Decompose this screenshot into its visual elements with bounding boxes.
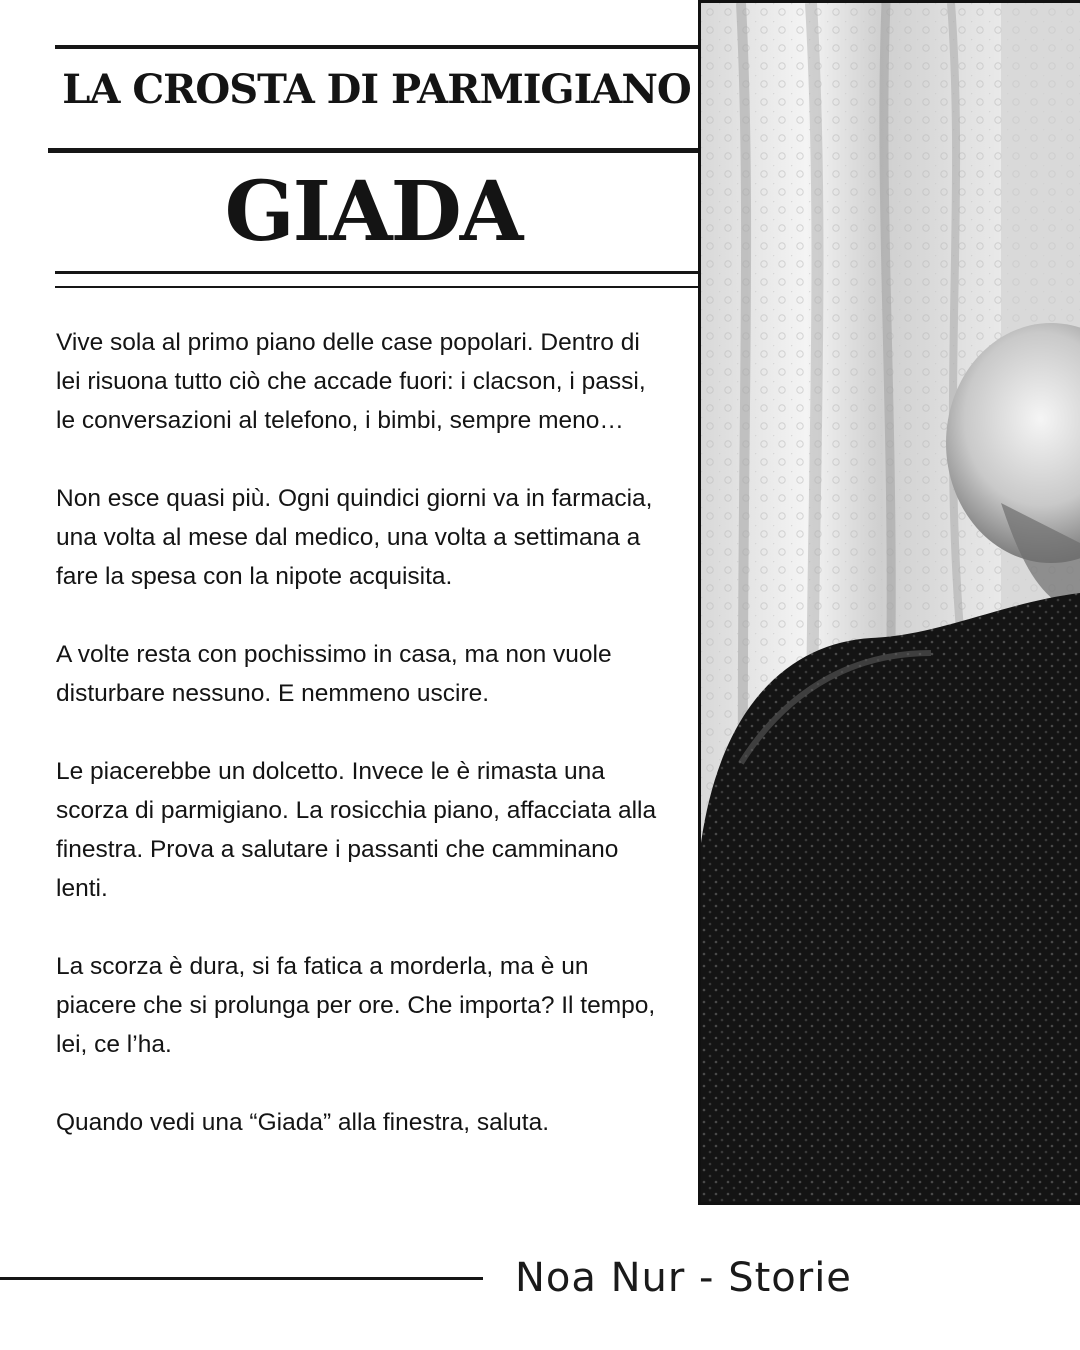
story-paragraph: La scorza è dura, si fa fatica a morderla, ma è un piacere che si prolunga per ore. Che importa? Il tempo, lei, ce l’ha. bbox=[56, 953, 656, 1058]
title-bottom-rule bbox=[55, 271, 698, 274]
photo-woman-at-window bbox=[698, 0, 1080, 1205]
author-signature: Noa Nur - Storie bbox=[515, 1255, 852, 1301]
series-title: LA CROSTA DI PARMIGIANO bbox=[62, 66, 691, 113]
story-paragraph: Quando vedi una “Giada” alla finestra, saluta. bbox=[56, 1109, 550, 1136]
story-paragraph: A volte resta con pochissimo in casa, ma non vuole disturbare nessuno. E nemmeno uscire. bbox=[56, 641, 612, 707]
title-top-rule bbox=[48, 148, 698, 153]
page-title: GIADA bbox=[224, 164, 522, 260]
footer-rule bbox=[0, 1277, 483, 1280]
top-rule bbox=[55, 45, 698, 49]
story-paragraph: Non esce quasi più. Ogni quindici giorni va in farmacia, una volta al mese dal medico, una volta a settimana a fare la spesa con la nipote acquisita. bbox=[56, 485, 653, 590]
story-paragraph: Le piacerebbe un dolcetto. Invece le è rimasta una scorza di parmigiano. La rosicchia piano, affacciata alla finestra. Prova a salutare i passanti che camminano lenti. bbox=[56, 758, 657, 902]
story-body bbox=[56, 323, 666, 1181]
story-paragraph: Vive sola al primo piano delle case popolari. Dentro di lei risuona tutto ciò che accade fuori: i clacson, i passi, le conversazioni al telefono, i bimbi, sempre meno… bbox=[56, 329, 646, 434]
title-bottom-rule-thin bbox=[55, 286, 698, 288]
window-scene-illustration bbox=[701, 3, 1080, 1205]
